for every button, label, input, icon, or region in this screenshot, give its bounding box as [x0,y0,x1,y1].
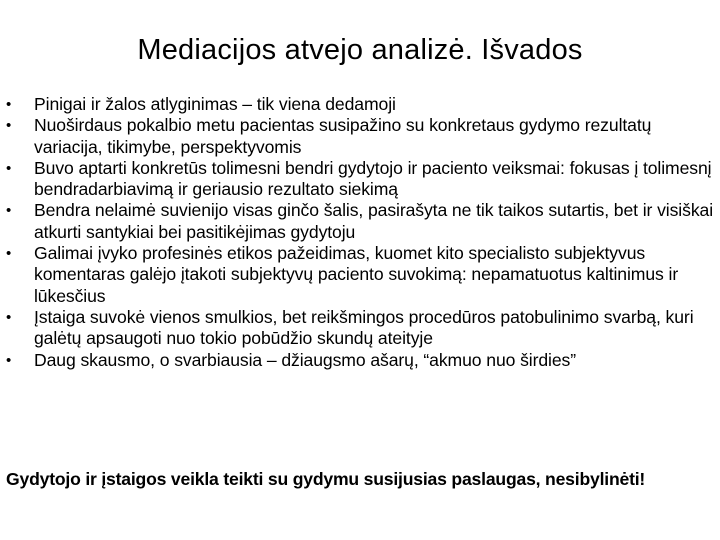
bullet-item [6,115,718,158]
bullet-item [6,158,718,201]
bullet-item [6,350,718,371]
conclusion-text: Gydytojo ir įstaigos veikla teikti su gydymu susijusias paslaugas, nesibylinėti! [6,469,646,489]
bullet-point-icon: • [6,117,12,135]
bullet-item [6,307,718,350]
bullet-item [6,94,718,115]
bullet-list [6,94,718,371]
bullet-text: Galimai įvyko profesinės etikos pažeidimas, kuomet kito specialisto subjektyvus komentaras galėjo įtakoti subjektyvų paciento suvokimą: nepamatuotus kaltinimus ir lūkesčius [34,243,679,306]
bullet-text: Daug skausmo, o svarbiausia – džiaugsmo ašarų, “akmuo nuo širdies” [34,349,577,370]
bullet-item [6,243,718,307]
bullet-point-icon: • [6,351,12,369]
bullet-point-icon: • [6,96,12,113]
bullet-text: Buvo aptarti konkretūs tolimesni bendri gydytojo ir paciento veiksmai: fokusas į tolimesnį bendradarbiavimą ir geriausio rezultato siekimą [34,157,712,200]
bullet-point-icon: • [6,245,12,263]
bullet-item [6,200,718,243]
bullet-point-icon: • [6,202,12,220]
bullet-point-icon: • [6,308,12,326]
bullet-text: Bendra nelaimė suvienijo visas ginčo šalis, pasirašyta ne tik taikos sutartis, bet ir visiškai atkurti santykiai bei pasitikėjimas gydytoju [34,200,714,242]
bullet-text: Nuoširdaus pokalbio metu pacientas susipažino su konkretaus gydymo rezultatų variacija, tikimybe, perspektyvomis [34,115,652,157]
bullet-text: Pinigai ir žalos atlyginimas – tik viena dedamoji [34,94,396,114]
bullet-point-icon: • [6,159,12,177]
slide-title: Mediacijos atvejo analizė. Išvados [137,34,583,66]
bullet-text: Įstaiga suvokė vienos smulkios, bet reikšmingos procedūros patobulinimo svarbą, kuri galėtų apsaugoti nuo tokio pobūdžio skundų ateityje [34,306,694,349]
